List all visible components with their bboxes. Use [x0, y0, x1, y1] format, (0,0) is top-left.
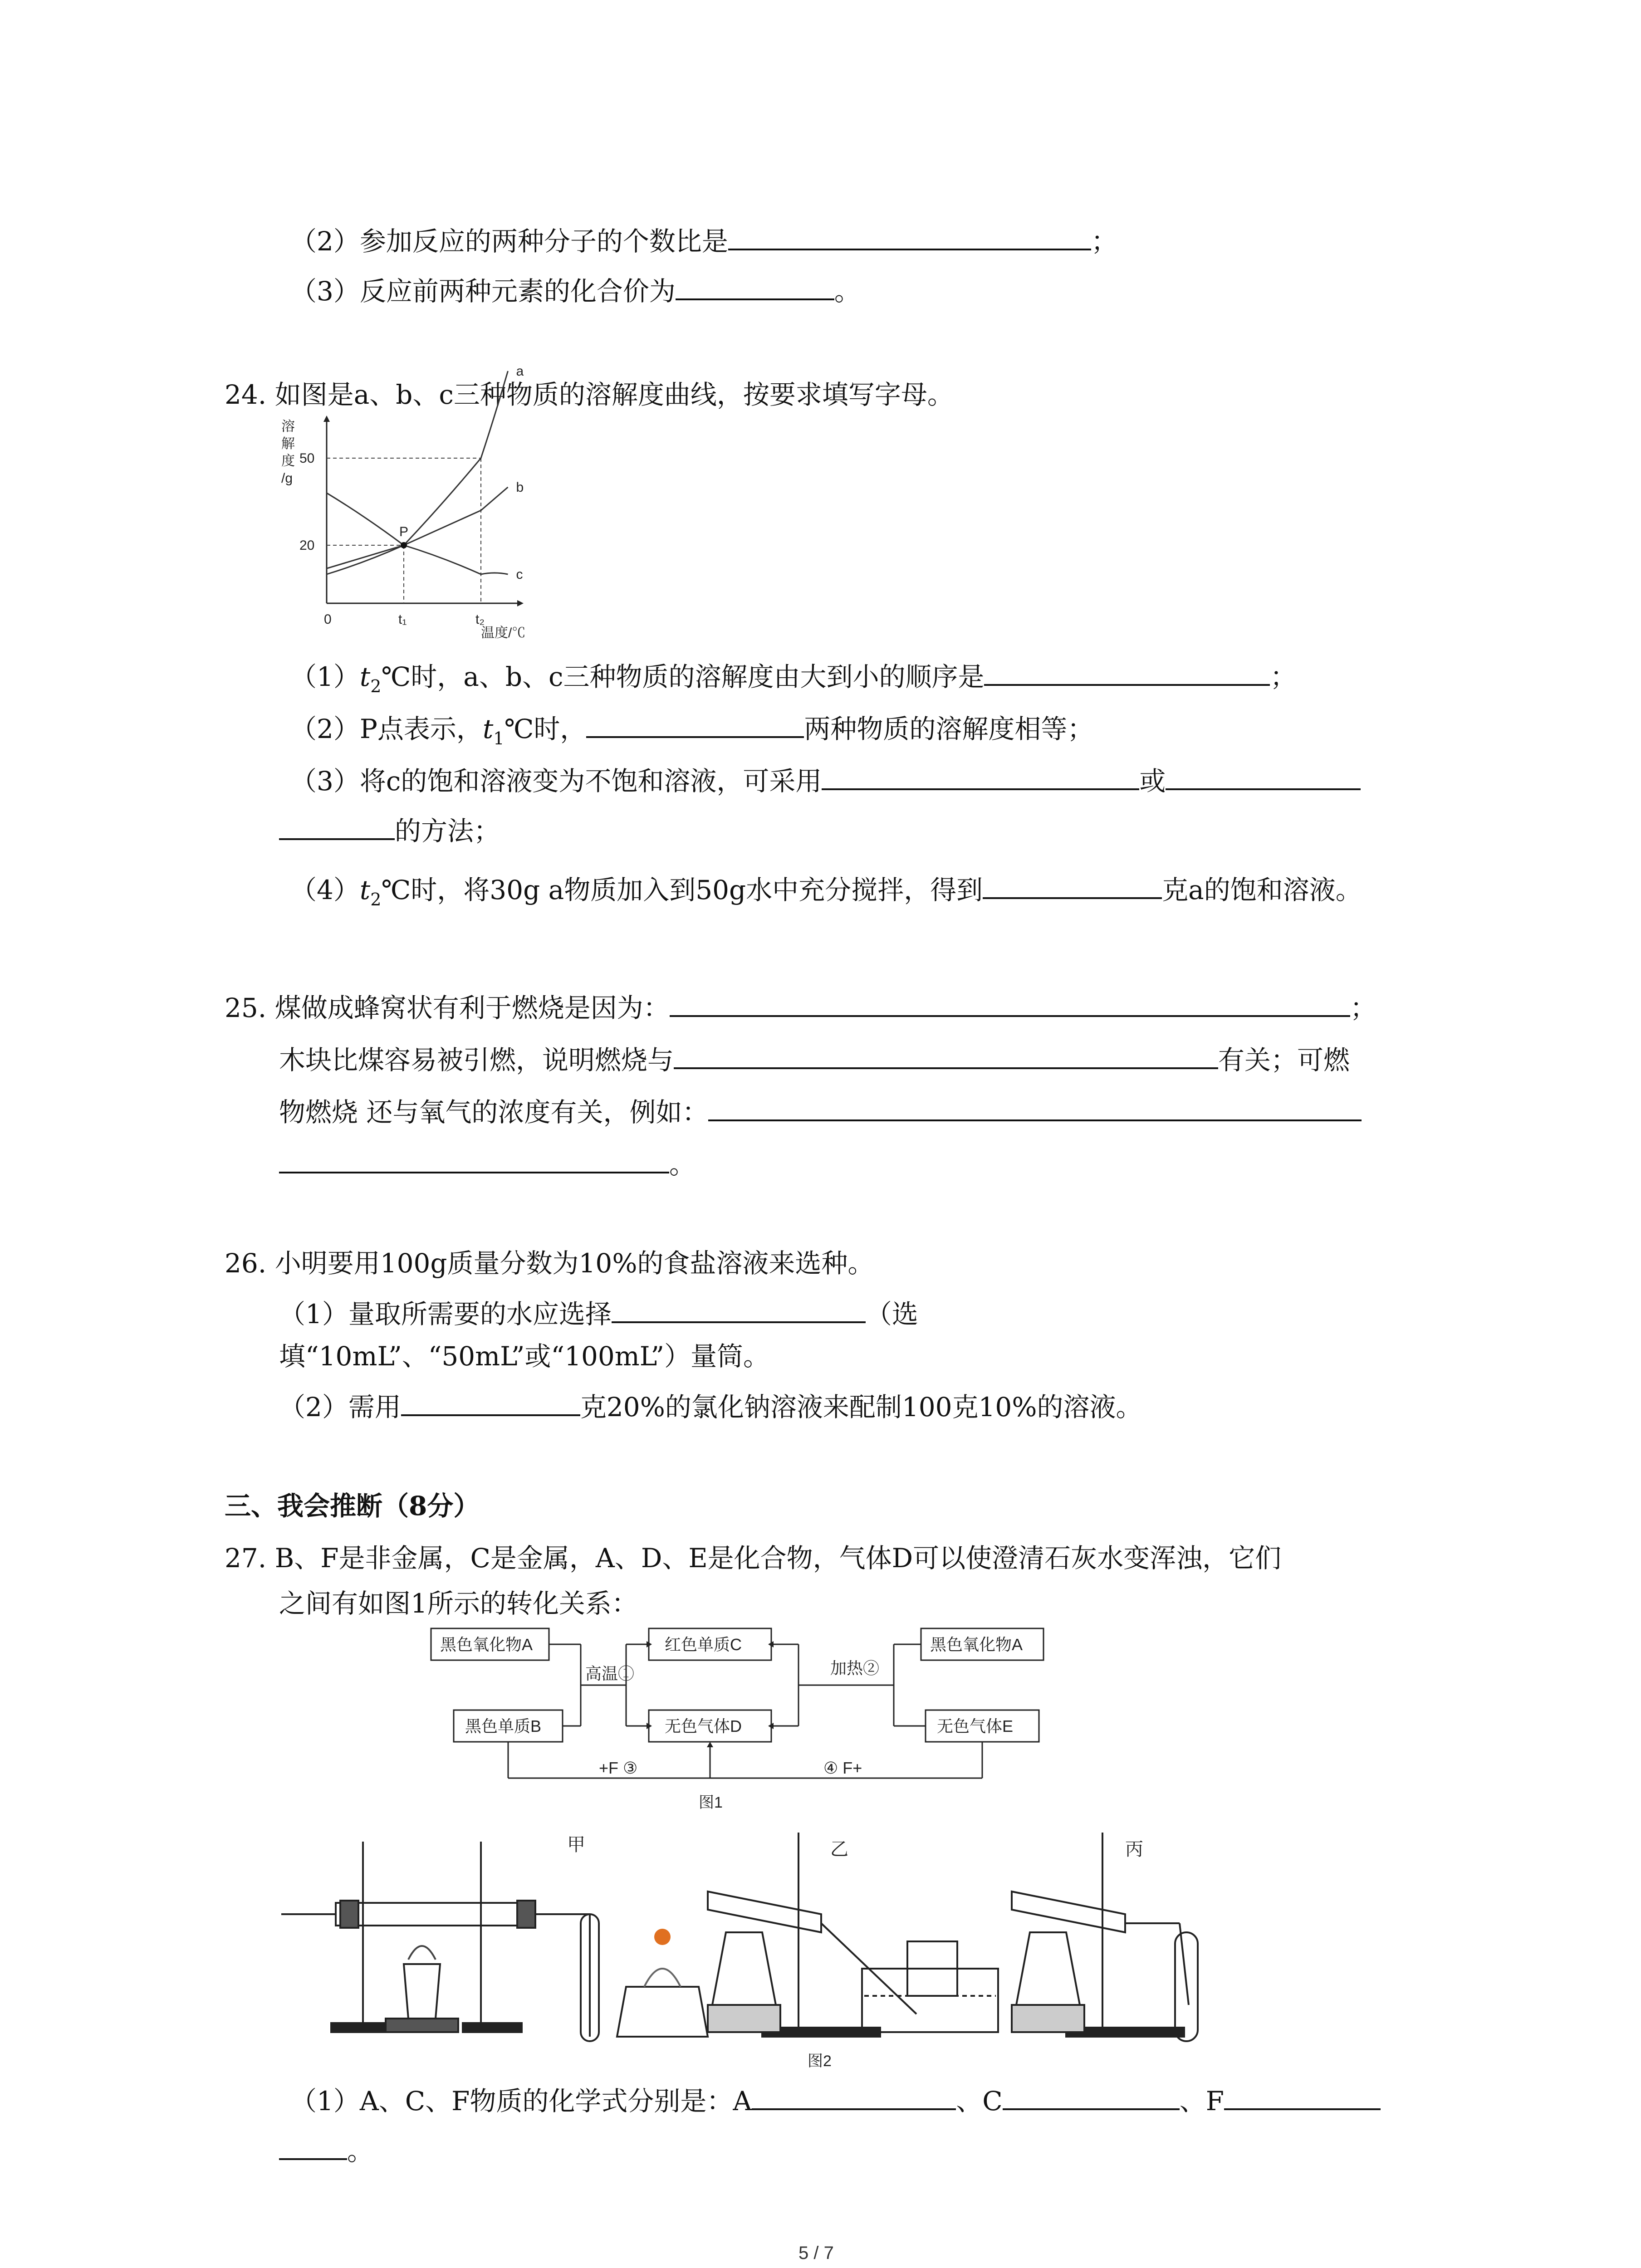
section-heading: 三、我会推断（8分）	[225, 1491, 480, 1521]
solubility-chart	[272, 364, 563, 649]
y-axis-arrow	[323, 415, 330, 422]
q24-part1: $(1)t_2℃$时，a、b、c三种物质的溶解度由大到小的顺序是 ；	[290, 658, 1297, 704]
y-axis-label: 溶	[281, 419, 295, 434]
y-axis-label: 解	[281, 436, 295, 451]
x-axis-label: 温度/℃	[481, 626, 526, 640]
condition-1: 高温①	[585, 1664, 635, 1683]
label-yi: 乙	[830, 1839, 848, 1859]
q24-part2: （2）P点表示，$t_1℃$时， 两种物质的溶解度相等；	[290, 710, 1093, 757]
burner	[404, 1964, 440, 2019]
q23-part3: （3）反应前两种元素的化合价为 。	[290, 272, 861, 309]
answer-blank[interactable]	[708, 1093, 1362, 1121]
q25-line3: 物燃烧 还与氧气的浓度有关，例如：	[279, 1093, 1362, 1130]
origin-label: 0	[324, 612, 332, 627]
condition-3: +F ③	[599, 1759, 638, 1777]
q27-line2: 之间有如图1所示的转化关系：	[279, 1588, 638, 1619]
answer-blank[interactable]	[822, 762, 1139, 790]
heated-tube	[708, 1892, 821, 1932]
answer-blank[interactable]	[401, 1388, 580, 1416]
label-gas-d: 无色气体D	[665, 1717, 742, 1735]
answer-blank[interactable]	[279, 2132, 347, 2160]
q27-part1: （1）A、C、F物质的化学式分别是：A 、C 、F	[290, 2082, 1381, 2119]
label-bing: 丙	[1125, 1839, 1143, 1859]
x-tick-label: t₁	[398, 612, 407, 627]
label-element-c: 红色单质C	[665, 1635, 742, 1654]
q26-part1: （1）量取所需要的水应选择 （选	[279, 1295, 918, 1332]
combustion-tube	[336, 1903, 535, 1926]
q25-line1: 25. 煤做成蜂窝状有利于燃烧是因为： ；	[225, 989, 1376, 1026]
y-axis-label: 度	[281, 454, 295, 469]
alcohol-lamp	[617, 1987, 708, 2037]
y-tick-label: 20	[299, 538, 315, 553]
answer-blank[interactable]	[612, 1295, 866, 1323]
q24-part3: （3）将c的饱和溶液变为不饱和溶液，可采用 或	[290, 762, 1361, 799]
apparatus-drawing	[272, 1823, 1361, 2068]
conversion-diagram	[426, 1624, 1089, 1814]
point-label: P	[399, 524, 409, 539]
x-tick-label: t₂	[475, 612, 485, 627]
x-axis-arrow	[517, 600, 524, 606]
water-trough	[862, 1969, 998, 2032]
answer-blank[interactable]	[728, 222, 1091, 250]
series-label-b: b	[516, 480, 524, 495]
label-oxide-a-left: 黑色氧化物A	[440, 1635, 533, 1654]
answer-blank[interactable]	[983, 871, 1162, 899]
label-gas-e: 无色气体E	[937, 1717, 1014, 1735]
label-oxide-a-right: 黑色氧化物A	[930, 1635, 1023, 1654]
answer-blank[interactable]	[752, 2082, 956, 2110]
answer-blank[interactable]	[984, 658, 1270, 686]
series-label-c: c	[516, 567, 523, 582]
q25-line4: 。	[279, 1145, 696, 1183]
answer-blank[interactable]	[676, 272, 834, 300]
condition-4: ④ F+	[823, 1759, 862, 1777]
q24-intro: 24. 如图是a、b、c三种物质的溶解度曲线，按要求填写字母。	[225, 379, 954, 410]
q26-intro: 26. 小明要用100g质量分数为10%的食盐溶液来选种。	[225, 1248, 874, 1279]
figure1-caption: 图1	[699, 1794, 723, 1811]
q24-part4: $(4)t_2℃$时，将30g a物质加入到50g水中充分搅拌，得到 克a的饱和溶液。	[290, 871, 1362, 918]
q27-part1-cont: 。	[279, 2132, 373, 2169]
label-element-b: 黑色单质B	[465, 1717, 542, 1735]
answer-blank[interactable]	[586, 710, 804, 738]
answer-blank[interactable]	[674, 1041, 1218, 1069]
y-axis-label: /g	[281, 471, 293, 486]
q23-part2: （2）参加反应的两种分子的个数比是 ；	[290, 222, 1117, 259]
label-jia: 甲	[567, 1835, 585, 1855]
q26-part2: （2）需用 克20%的氯化钠溶液来配制100克10%的溶液。	[279, 1388, 1142, 1425]
heated-tube	[1012, 1892, 1125, 1932]
page-number: 5 / 7	[798, 2243, 834, 2263]
series-label-a: a	[516, 364, 524, 379]
y-tick-label: 50	[299, 451, 315, 466]
intersection-point	[401, 542, 407, 548]
answer-blank[interactable]	[670, 989, 1350, 1017]
q24-part3-cont: 的方法；	[279, 812, 500, 849]
q25-line2: 木块比煤容易被引燃，说明燃烧与 有关；可燃	[279, 1041, 1350, 1078]
answer-blank[interactable]	[1224, 2082, 1381, 2110]
answer-blank[interactable]	[1166, 762, 1361, 790]
condition-2: 加热②	[830, 1659, 880, 1677]
q26-part1-cont: 填“10mL”、“50mL”或“100mL”）量筒。	[279, 1341, 770, 1372]
answer-blank[interactable]	[279, 1145, 669, 1173]
q27-line1: 27. B、F是非金属，C是金属，A、D、E是化合物，气体D可以使澄清石灰水变浑浊，它们	[225, 1543, 1282, 1574]
answer-blank[interactable]	[1003, 2082, 1180, 2110]
figure2-caption: 图2	[808, 2053, 832, 2070]
answer-blank[interactable]	[279, 812, 395, 840]
